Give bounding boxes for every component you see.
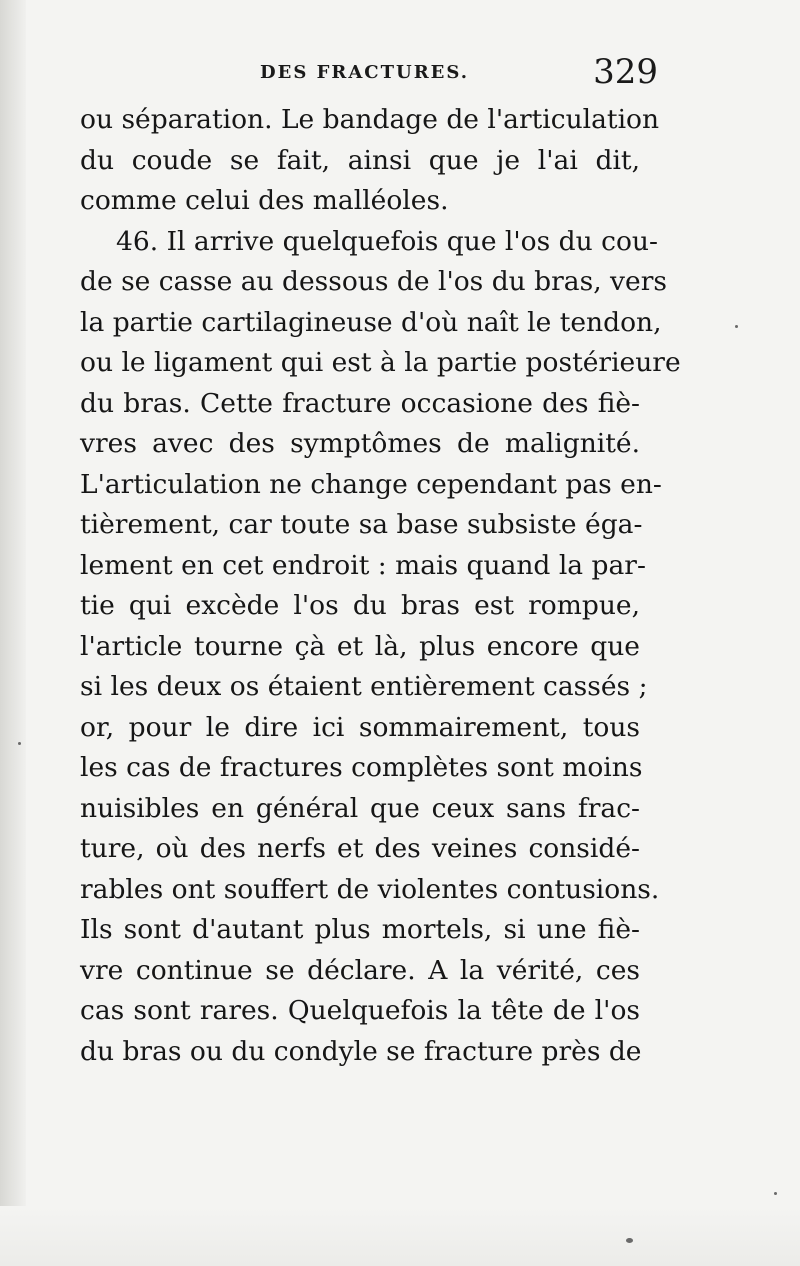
text-line: la partie cartilagineuse d'où naît le tendon,	[80, 306, 662, 338]
text-line: si les deux os étaient entièrement cassés ;	[80, 671, 648, 702]
text-line: nuisibles en général que ceux sans frac-	[80, 792, 640, 824]
text-line: Ils sont d'autant plus mortels, si une fiè-	[80, 914, 640, 945]
text-line: comme celui des malléoles.	[80, 185, 449, 216]
text-line: les cas de fractures complètes sont moins	[80, 752, 643, 783]
text-line: du bras. Cette fracture occasione des fiè-	[80, 387, 640, 419]
text-line: du bras ou du condyle se fracture près de	[80, 1035, 642, 1067]
text-line: lement en cet endroit : mais quand la par-	[80, 549, 646, 581]
text-line: de se casse au dessous de l'os du bras, vers	[80, 266, 667, 297]
running-title: DES FRACTURES.	[260, 62, 470, 83]
text-line: ture, où des nerfs et des veines considé-	[80, 833, 640, 864]
paragraph-start-line: 46. Il arrive quelquefois que l'os du cou-	[116, 225, 658, 257]
paper-speck	[626, 1238, 633, 1243]
page-edge-shadow	[0, 0, 26, 1266]
paper-speck	[735, 325, 738, 328]
text-line: ou séparation. Le bandage de l'articulation	[80, 104, 660, 135]
body-text	[80, 100, 681, 1072]
text-line: rables ont souffert de violentes contusions.	[80, 873, 660, 905]
page-bottom-margin	[0, 1206, 800, 1266]
text-line: tièrement, car toute sa base subsiste éga-	[80, 509, 643, 540]
text-line: ou le ligament qui est à la partie postérieure	[80, 347, 681, 378]
text-line: du coude se fait, ainsi que je l'ai dit,	[80, 144, 640, 176]
paper-speck	[774, 1192, 777, 1195]
page-number: 329	[593, 52, 658, 92]
text-line: L'articulation ne change cependant pas en-	[80, 468, 662, 500]
text-line: vres avec des symptômes de malignité.	[80, 428, 640, 459]
text-line: vre continue se déclare. A la vérité, ces	[80, 954, 640, 986]
text-line: or, pour le dire ici sommairement, tous	[80, 711, 640, 743]
running-header	[78, 52, 658, 100]
text-line: cas sont rares. Quelquefois la tête de l'os	[80, 995, 640, 1026]
paper-speck	[18, 742, 21, 745]
text-line: tie qui excède l'os du bras est rompue,	[80, 590, 640, 621]
text-line: l'article tourne çà et là, plus encore que	[80, 630, 640, 662]
